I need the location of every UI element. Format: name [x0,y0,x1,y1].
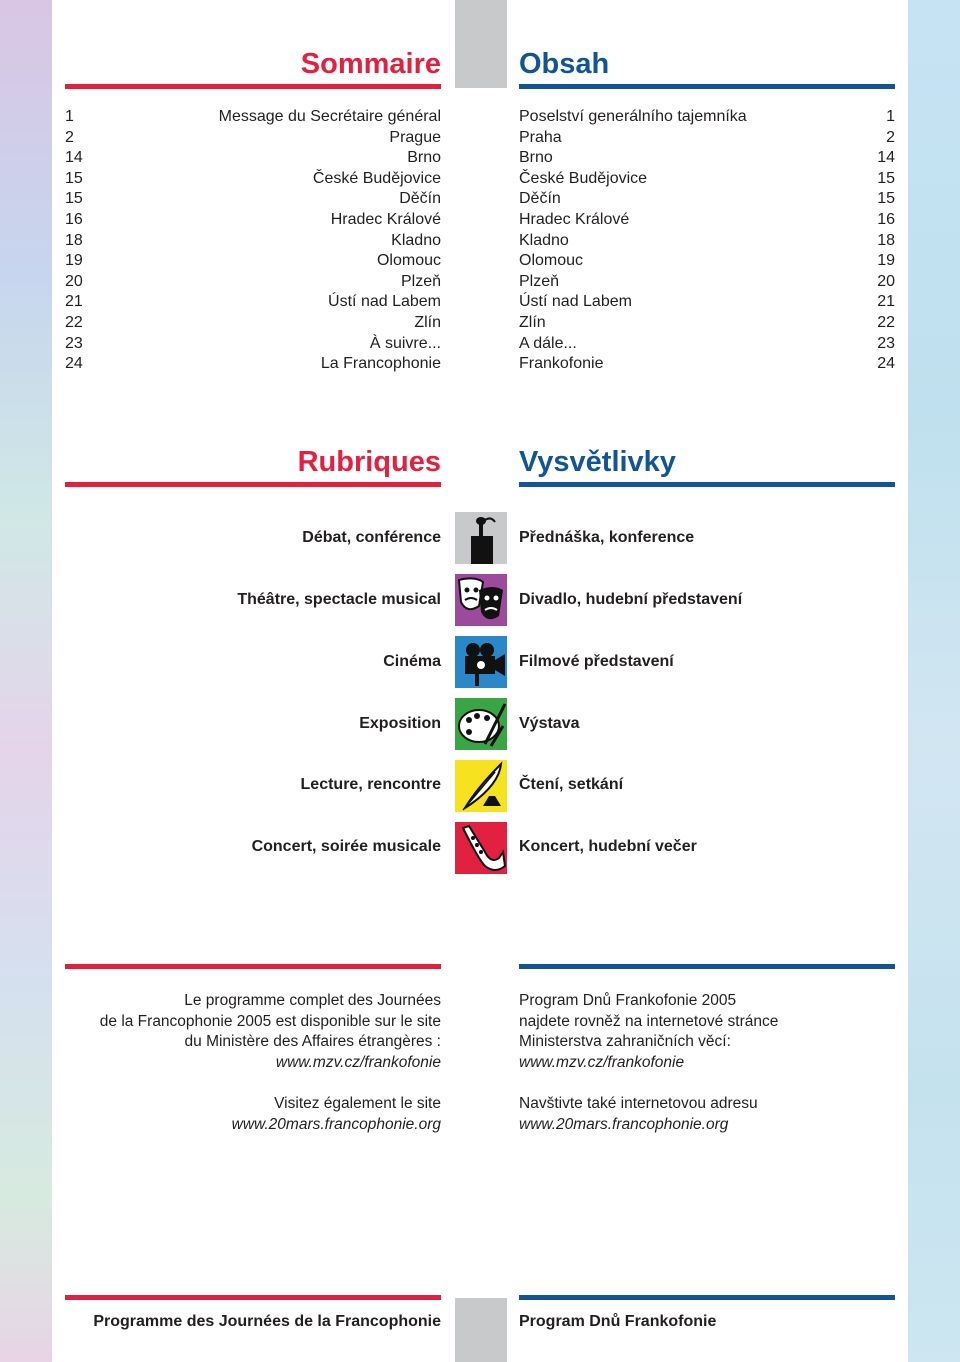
toc-row[interactable]: 15 České Budějovice [65,169,441,187]
quill-inkwell-icon [455,760,507,812]
info-text: de la Francophonie 2005 est disponible sur le site [99,1012,441,1030]
film-camera-icon [455,636,507,688]
heading-sommaire: Sommaire [300,48,441,80]
info-block-cz [519,991,895,1135]
heading-vysvetlivky: Vysvětlivky [519,446,676,478]
right-gradient-band [908,0,960,1362]
category-label-fr: Débat, conférence [302,529,441,546]
footer-title-fr: Programme des Journées de la Francophonie [93,1313,441,1330]
info-text: Le programme complet des Journées [184,992,441,1009]
saxophone-icon [455,822,507,874]
toc-row[interactable]: 21 Ústí nad Labem [65,293,441,311]
category-label-fr: Exposition [359,715,441,732]
toc-row[interactable]: Plzeň 20 [519,272,895,290]
mzv-link[interactable]: www.mzv.cz/frankofonie [275,1053,441,1071]
rule-vysvetlivky [519,482,895,487]
toc-row[interactable]: Ústí nad Labem 21 [519,293,895,311]
info-text: Ministerstva zahraničních věcí: [519,1033,731,1051]
toc-row[interactable]: 16 Hradec Králové [65,210,441,228]
category-label-fr: Cinéma [383,653,441,670]
paint-palette-icon [455,698,507,750]
category-label-fr: Concert, soirée musicale [251,838,441,855]
rule-rubriques [65,482,441,487]
footer-title-cz: Program Dnů Frankofonie [519,1313,717,1330]
toc-french [65,107,441,375]
category-label-cz: Výstava [519,715,580,732]
rule-obsah [519,84,895,89]
toc-row[interactable]: Děčín 15 [519,190,895,208]
toc-row[interactable]: České Budějovice 15 [519,169,895,187]
toc-row[interactable]: A dále... 23 [519,334,895,352]
toc-row[interactable]: 1 Message du Secrétaire général [65,108,441,125]
toc-row[interactable]: 2 Prague [65,128,441,146]
category-label-cz: Filmové představení [519,653,674,670]
heading-obsah: Obsah [519,48,610,80]
rule-info-fr [65,964,441,969]
toc-row[interactable]: 23 À suivre... [65,334,441,352]
toc-row[interactable]: 19 Olomouc [65,252,441,270]
toc-row[interactable]: 18 Kladno [65,231,441,249]
category-label-cz: Koncert, hudební večer [519,838,697,855]
toc-row[interactable]: Frankofonie 24 [519,355,895,373]
center-gray-tab-bottom [455,1298,507,1362]
toc-row[interactable]: Olomouc 19 [519,252,895,270]
toc-row[interactable]: 15 Děčín [65,190,441,208]
info-text: Program Dnů Frankofonie 2005 [519,992,737,1009]
rule-footer-cz [519,1295,895,1300]
category-label-cz: Čtení, setkání [519,776,624,793]
center-gray-tab-top [455,0,507,88]
toc-row[interactable]: Poselství generálního tajemníka 1 [519,108,895,125]
microphone-icon [455,512,507,564]
toc-row[interactable]: Kladno 18 [519,231,895,249]
info-text: najdete rovněž na internetové stránce [519,1012,779,1030]
toc-row[interactable]: 22 Zlín [65,313,441,331]
mzv-link[interactable]: www.mzv.cz/frankofonie [519,1053,685,1071]
info-block-fr [65,991,441,1135]
info-text: Navštivte také internetovou adresu [519,1094,758,1112]
left-gradient-band [0,0,52,1362]
toc-row[interactable]: 24 La Francophonie [65,355,441,373]
francophonie-link[interactable]: www.20mars.francophonie.org [231,1115,441,1133]
rule-sommaire [65,84,441,89]
theatre-masks-icon [455,574,507,626]
category-label-cz: Divadlo, hudební představení [519,591,743,608]
toc-row[interactable]: 20 Plzeň [65,272,441,290]
rule-info-cz [519,964,895,969]
rule-footer-fr [65,1295,441,1300]
toc-row[interactable]: Praha 2 [519,128,895,146]
toc-row[interactable]: Hradec Králové 16 [519,210,895,228]
category-label-fr: Théâtre, spectacle musical [237,591,441,608]
toc-row[interactable]: 14 Brno [65,149,441,167]
info-text: Visitez également le site [274,1094,441,1112]
francophonie-link[interactable]: www.20mars.francophonie.org [519,1115,729,1133]
toc-row[interactable]: Zlín 22 [519,313,895,331]
heading-rubriques: Rubriques [297,446,441,478]
category-label-fr: Lecture, rencontre [300,776,441,793]
category-label-cz: Přednáška, konference [519,529,695,546]
toc-row[interactable]: Brno 14 [519,149,895,167]
toc-czech [519,107,895,375]
info-text: du Ministère des Affaires étrangères : [184,1033,441,1051]
